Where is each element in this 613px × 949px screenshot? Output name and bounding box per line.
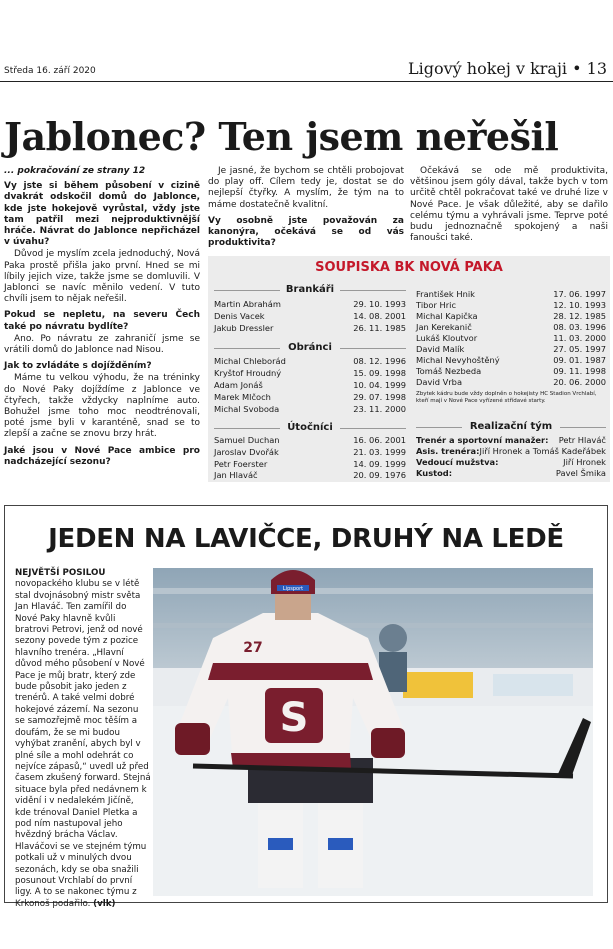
list-item: Asis. trenéra: Jiří Hronek a Tomáš Kadeřábek xyxy=(416,446,606,456)
list-item: Jan Hlaváč 20. 09. 1976 xyxy=(214,470,406,480)
divider xyxy=(214,348,280,349)
question: Jak to zvládáte s dojížděním? xyxy=(4,361,152,372)
divider xyxy=(214,290,280,291)
list-item: Michal Kapička 28. 12. 1985 xyxy=(416,311,606,321)
answer: Důvod je myslím zcela jednoduchý, Nová Paka prostě přišla jako první. Hned se mi líbily jejich vize, takže jsme se domluvili. V Jablonci se navíc měnilo vedení. V tuto chvíli jsem to nějak neřešil. xyxy=(4,249,200,305)
answer: Je jasné, že bychom se chtěli probojovat do play off. Cílem tedy je, dostat se do nejlepší čtyřky. A myslím, že tým na to máme dostatečně kvalitní. xyxy=(208,166,404,210)
section-title: Ligový hokej v kraji • 13 xyxy=(408,59,607,78)
list-item: Samuel Duchan 16. 06. 2001 xyxy=(214,435,406,445)
list-item: Jakub Dressler 26. 11. 1985 xyxy=(214,323,406,333)
divider xyxy=(340,290,406,291)
list-item: František Hnik 17. 06. 1997 xyxy=(416,289,606,299)
list-item: Lukáš Kloutvor 11. 03. 2000 xyxy=(416,333,606,343)
list-item: Adam Jonáš 10. 04. 1999 xyxy=(214,380,406,390)
list-item: Jaroslav Dvořák 21. 03. 1999 xyxy=(214,447,406,457)
list-item: Kryštof Hroudný 15. 09. 1998 xyxy=(214,368,406,378)
hockey-player-illustration xyxy=(153,568,593,896)
answer: Máme tu velkou výhodu, že na tréninky do Nové Paky dojíždíme z Jablonce ve čtyřech, takže vždycky naplníme auto. Bohužel jsme toho moc neodtrénovali, poté jsme byli v karanténě, snad se to zlepší a začne se znovu brzy hrát. xyxy=(4,373,200,440)
continuation-note: ... pokračování ze strany 12 xyxy=(4,166,146,176)
list-item: Petr Foerster 14. 09. 1999 xyxy=(214,459,406,469)
list-item: Jan Kerekanič 08. 03. 1996 xyxy=(416,322,606,332)
question: Vy osobně jste považován za kanonýra, očekává se od vás produktivita? xyxy=(208,215,404,249)
list-item: Michal Chleborád 08. 12. 1996 xyxy=(214,356,406,366)
staff-heading: Realizační tým xyxy=(469,421,553,432)
question: Jaké jsou v Nové Pace ambice pro nadcházející sezonu? xyxy=(4,445,200,467)
forwards-heading: Útočníci xyxy=(287,422,333,433)
list-item: Michal Svoboda 23. 11. 2000 xyxy=(214,404,406,414)
divider xyxy=(340,428,406,429)
svg-text:S: S xyxy=(279,695,309,741)
list-item: Vedoucí mužstva: Jiří Hronek xyxy=(416,457,606,467)
issue-date: Středa 16. září 2020 xyxy=(4,66,96,76)
list-item: Michal Nevyhoštěný 09. 01. 1987 xyxy=(416,355,606,365)
list-item: Trenér a sportovní manažer: Petr Hlaváč xyxy=(416,435,606,445)
list-item: Denis Vacek 14. 08. 2001 xyxy=(214,311,406,321)
divider xyxy=(416,427,462,428)
answer: Očekává se ode mě produktivita, většinou jsem góly dával, takže bych v tom určitě chtěl pokračovat také ve druhé lize v Nové Pace. Je však důležité, aby se dařilo celému týmu a vyhrávali jsme. Teprve poté budu jednoznačně spokojený a naši fanoušci také. xyxy=(410,166,608,244)
box-title: JEDEN NA LAVIČCE, DRUHÝ NA LEDĚ xyxy=(48,524,564,554)
roster-title: SOUPISKA BK NOVÁ PAKA xyxy=(315,260,503,275)
helmet-logo: Lipsport xyxy=(282,586,304,592)
headline: Jablonec? Ten jsem neřešil xyxy=(4,114,559,159)
list-item: Kustod: Pavel Šmika xyxy=(416,468,606,478)
header-divider xyxy=(0,81,613,82)
divider xyxy=(560,427,606,428)
list-item: Marek Mlčoch 29. 07. 1998 xyxy=(214,392,406,402)
list-item: Martin Abrahám 29. 10. 1993 xyxy=(214,299,406,309)
article-column-2 xyxy=(208,166,404,250)
question: Pokud se nepletu, na severu Čech také po návratu bydlíte? xyxy=(4,310,200,332)
sidebar-story-box xyxy=(4,505,608,909)
divider xyxy=(340,348,406,349)
question: Vy jste si během působení v cizině dvakrát odskočil domů do Jablonce, kde jste hokejově vyrůstal, vždy jste tam patřil mezi nejproduktivnější hráče. Návrat do Jablonce nepřicházel v úvahu? xyxy=(4,181,200,248)
divider xyxy=(214,428,280,429)
article-column-1 xyxy=(4,166,200,469)
list-item: Tomáš Nezbeda 09. 11. 1998 xyxy=(416,366,606,376)
list-item: Tibor Hric 12. 10. 1993 xyxy=(416,300,606,310)
roster-note: Zbytek kádru bude vždy doplněn o hokejisty HC Stadion Vrchlabí, kteří mají v Nové Pace vyřízené střídavé starty. xyxy=(416,391,597,404)
list-item: David Vrba 20. 06. 2000 xyxy=(416,377,606,387)
goalies-heading: Brankáři xyxy=(285,284,335,295)
defense-heading: Obránci xyxy=(288,342,332,353)
article-column-3 xyxy=(410,166,608,249)
roster-box xyxy=(208,256,610,482)
box-text: NEJVĚTŠÍ POSILOU novopackého klubu se v létě stal dvojnásobný mistr světa Jan Hlaváč. Ten zamířil do Nové Paky hlavně kvůli bratrovi Petrovi, jenž od nové sezony povede tým z pozice hlavního trenéra. „Hlavní důvod mého působení v Nové Pace je můj bratr, který zde bude působit jako jeden z trenérů. A také velmi dobré hokejové zázemí. Na sezonu se samozřejmě moc těším a doufám, že se mi budou vyhýbat zranění, abych byl v plné síle a mohl odehrát co nejvíce zápasů,“ uvedl už před časem zkušený forward. Stejná situace byla před nedávnem k vidění i v nedalekém Jičíně, kde trénoval Daniel Pletka a pod ním nastupoval jeho hvězdný brácha Václav. Hlaváčovi se ve stejném týmu potkali už v minulých dvou sezonách, kdy se oba snažili posunout Vrchlabí do první ligy. A to se nakonec týmu z Krkonoš podařilo. (vlk) xyxy=(15,568,151,909)
list-item: David Malík 27. 05. 1997 xyxy=(416,344,606,354)
player-photo xyxy=(153,568,593,896)
answer: Ano. Po návratu ze zahraničí jsme se vrátili domů do Jablonce nad Nisou. xyxy=(4,333,200,356)
jersey-number: 27 xyxy=(243,640,263,656)
